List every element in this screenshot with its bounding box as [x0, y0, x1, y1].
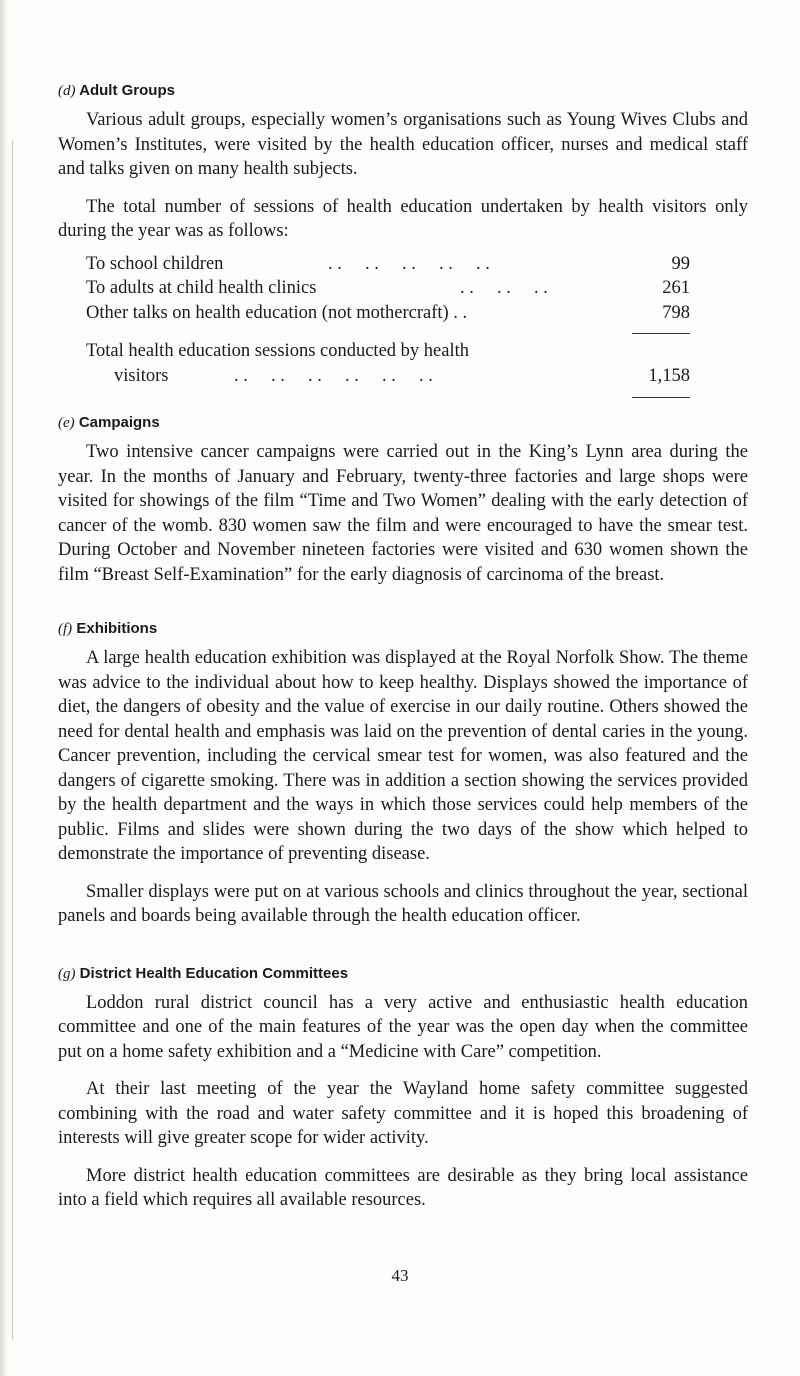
page-edge-line: [12, 140, 13, 1340]
sessions-row-value: 99: [671, 253, 690, 274]
page-edge-shadow: [0, 0, 8, 1376]
leader-dots: . . . . . .: [460, 278, 548, 298]
total-value: 1,158: [648, 365, 690, 386]
committees-paragraph-3: More district health education committees are desirable as they bring local assistance into a field which requires all available resources.: [58, 1165, 748, 1210]
heading-label: (d): [58, 83, 76, 99]
subtotal-rule: [632, 333, 690, 334]
sessions-table: [58, 252, 748, 403]
heading-title: Campaigns: [78, 414, 160, 431]
sessions-row-label: Other talks on health education (not mothercraft) . .: [86, 302, 468, 323]
total-row-line-1: [58, 339, 748, 364]
heading-label: (f): [58, 621, 73, 637]
sessions-row-value: 261: [662, 278, 690, 298]
heading-exhibitions: [58, 620, 748, 638]
committees-paragraph-2: At their last meeting of the year the Wayland home safety committee suggested combining with the road and water safety committee and it is hoped this broadening of interests will give greater scope for wider activity.: [58, 1079, 748, 1148]
exhibitions-paragraph-1: A large health education exhibition was displayed at the Royal Norfolk Show. The theme was advice to the individual about how to keep healthy. Displays showed the importance of diet, the dangers of obesity and the value of exercise in our daily routine. Others showed the need for dental health and emphasis was laid on the prevention of dental caries in the young. Cancer prevention, including the cervical smear test for women, was also featured and the dangers of cigarette smoking. There was in addition a section showing the services provided by the health department and the ways in which those services could help members of the public. Films and slides were shown during the two days of the show which helped to demonstrate the importance of preventing disease.: [58, 648, 748, 864]
heading-district-committees: [58, 965, 748, 983]
leader-dots: . . . . . . . . . . . .: [234, 365, 433, 386]
campaigns-paragraph: Two intensive cancer campaigns were carried out in the King’s Lynn area during the year. In the months of January and February, twenty-three factories and large shops were visited for showings of the film “Time and Two Women” dealing with the early detection of cancer of the womb. 830 women saw the film and were encouraged to have the smear test. During October and November nineteen factories were visited and 630 women shown the film “Breast Self-Examination” for the early diagnosis of carcinoma of the breast.: [58, 442, 748, 585]
heading-label: (e): [58, 415, 75, 431]
total-row-line-2: [58, 364, 748, 389]
total-label-1: Total health education sessions conducted by health: [86, 341, 469, 361]
heading-title: Adult Groups: [79, 82, 175, 99]
adult-groups-paragraph-2: The total number of sessions of health education undertaken by health visitors only during the year was as follows:: [58, 196, 748, 241]
page-content: [58, 82, 748, 1213]
page-number: 43: [391, 1266, 409, 1285]
heading-adult-groups: [58, 82, 748, 100]
sessions-row-value: 798: [662, 302, 690, 323]
heading-label: (g): [58, 965, 76, 982]
sessions-row-label: To school children: [86, 253, 224, 274]
leader-dots: . . . . . . . . . .: [328, 253, 490, 274]
heading-title: Exhibitions: [76, 620, 158, 637]
adult-groups-paragraph-1: Various adult groups, especially women’s organisations such as Young Wives Clubs and Women’s Institutes, were visited by the health education officer, nurses and medical staff and talks given on many health subjects.: [58, 110, 748, 179]
heading-campaigns: [58, 414, 748, 432]
heading-title: District Health Education Committees: [79, 964, 349, 982]
sessions-row: [58, 252, 748, 277]
total-rule: [632, 397, 690, 398]
sessions-row: [58, 276, 748, 301]
committees-paragraph-1: Loddon rural district council has a very active and enthusiastic health education committee and one of the main features of the year was the open day when the committee put on a home safety exhibition and a “Medicine with Care” competition.: [58, 992, 748, 1062]
total-label-2: visitors: [114, 365, 169, 386]
sessions-row: [58, 301, 748, 326]
exhibitions-paragraph-2: Smaller displays were put on at various schools and clinics throughout the year, sectional panels and boards being available through the health education officer.: [58, 881, 748, 926]
sessions-row-label: To adults at child health clinics: [86, 278, 317, 298]
